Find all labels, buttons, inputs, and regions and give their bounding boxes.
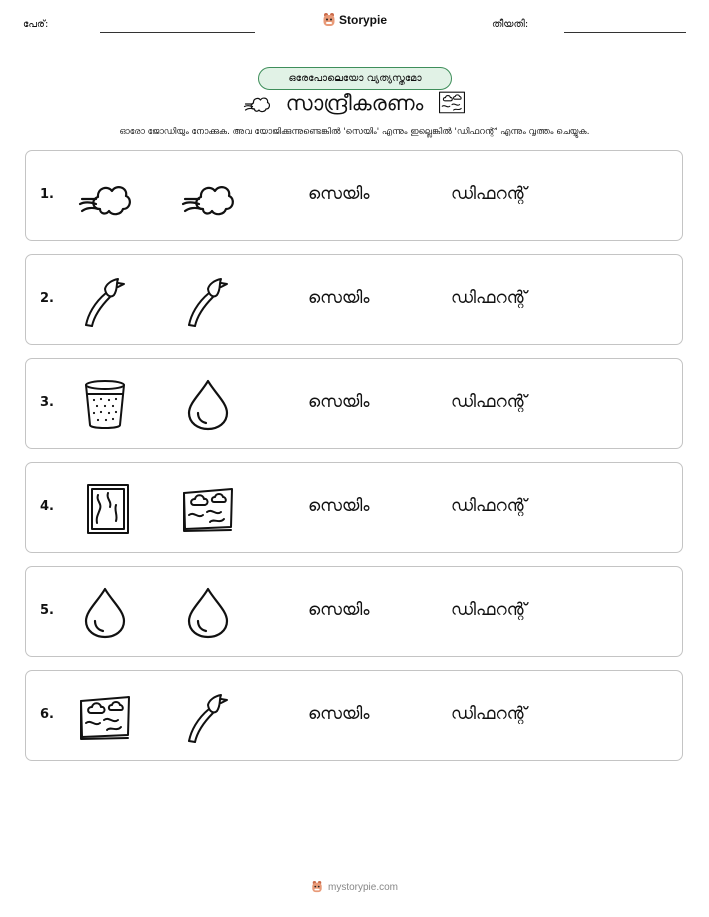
cloud-picture-icon [78,691,132,743]
footer-url[interactable]: mystorypie.com [327,881,398,893]
dropper-icon [181,691,235,743]
window-icon [78,483,132,535]
question-card [25,358,683,449]
question-number: 6. [40,707,54,722]
brand-logo [322,12,387,28]
name-field[interactable] [100,32,255,33]
glass-icon [78,379,132,431]
steam-icon [181,171,235,223]
mascot-icon [311,880,323,894]
question-number: 1. [40,187,54,202]
title-row [0,90,709,116]
instructions: ഓരോ ജോഡിയും നോക്കുക. അവ യോജിക്കുന്നുണ്ടെങ്കിൽ 'സെയിം' എന്നും ഇല്ലെങ്കിൽ 'ഡിഫറന്റ്' എന്നും വൃത്തം ചെയ്യുക. [119,127,590,137]
different-option[interactable]: ഡിഫറന്റ് [451,288,527,308]
same-option[interactable]: സെയിം [308,392,370,412]
same-option[interactable]: സെയിം [308,288,370,308]
same-option[interactable]: സെയിം [308,704,370,724]
dropper-icon [78,275,132,327]
page-title: സാന്ദ്രീകരണം [285,90,424,115]
date-field[interactable] [564,32,686,33]
different-option[interactable]: ഡിഫറന്റ് [451,184,527,204]
question-card [25,254,683,345]
question-number: 5. [40,603,54,618]
different-option[interactable]: ഡിഫറന്റ് [451,392,527,412]
date-label: തീയതി: [492,19,529,30]
question-card [25,462,683,553]
brand-name: Storypie [339,13,388,27]
same-option[interactable]: സെയിം [308,184,370,204]
steam-icon [242,91,272,115]
question-number: 4. [40,499,54,514]
droplet-icon [181,587,235,639]
question-number: 2. [40,291,54,306]
dropper-icon [181,275,235,327]
question-card [25,566,683,657]
question-card [25,150,683,241]
footer [0,880,709,894]
different-option[interactable]: ഡിഫറന്റ് [451,704,527,724]
question-card [25,670,683,761]
name-label: പേര്: [23,19,49,30]
same-option[interactable]: സെയിം [308,600,370,620]
activity-type-badge: ഒരേപോലെയോ വ്യത്യസ്തമോ [258,67,452,90]
droplet-icon [78,587,132,639]
mascot-icon [322,12,336,28]
same-option[interactable]: സെയിം [308,496,370,516]
droplet-icon [181,379,235,431]
cloud-picture-icon [437,90,467,116]
different-option[interactable]: ഡിഫറന്റ് [451,600,527,620]
cloud-picture-icon [181,483,235,535]
question-number: 3. [40,395,54,410]
different-option[interactable]: ഡിഫറന്റ് [451,496,527,516]
steam-icon [78,171,132,223]
